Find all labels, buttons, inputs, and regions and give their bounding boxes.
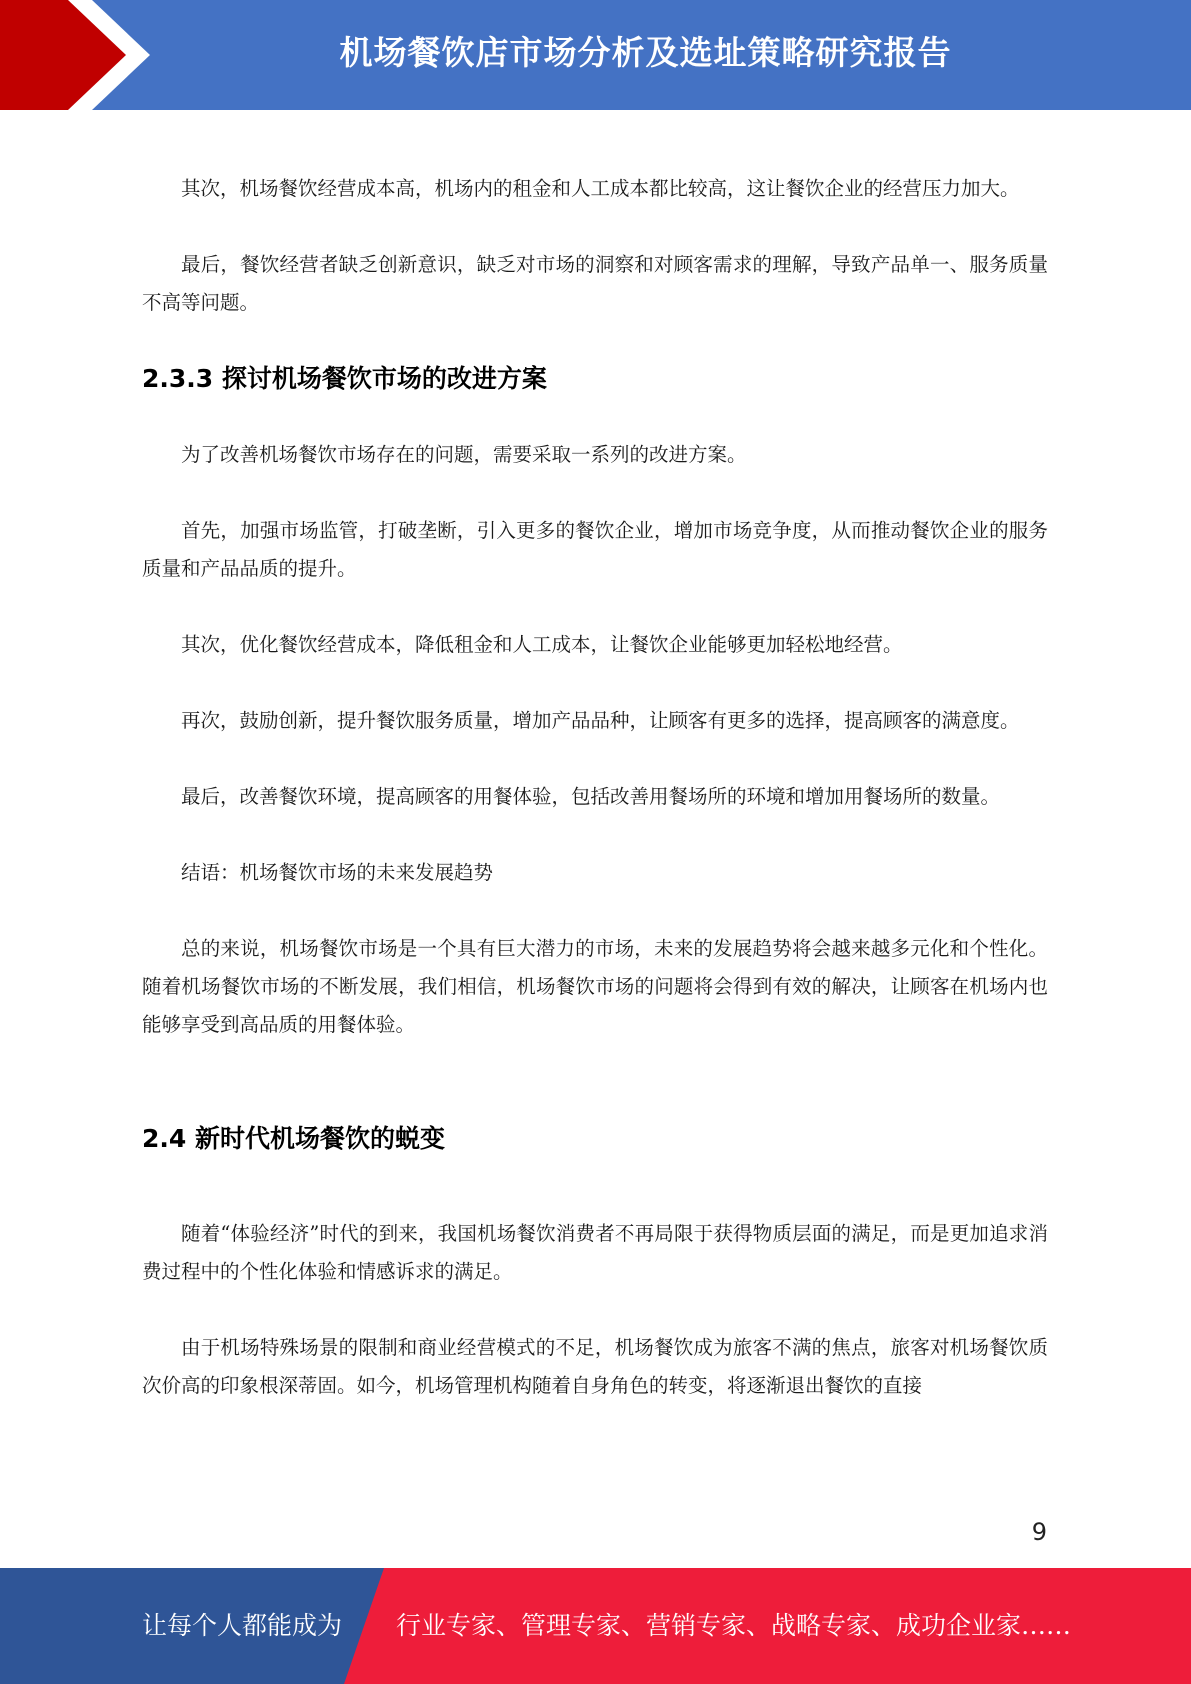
paragraph: 首先，加强市场监管，打破垄断，引入更多的餐饮企业，增加市场竞争度，从而推动餐饮企业的服务质量和产品品质的提升。: [142, 519, 1048, 580]
paragraph: 再次，鼓励创新，提升餐饮服务质量，增加产品品种，让顾客有更多的选择，提高顾客的满意度。: [181, 709, 1020, 732]
section-heading-2-4: 2.4 新时代机场餐饮的蜕变: [142, 1124, 445, 1153]
paragraph: 随着“体验经济”时代的到来，我国机场餐饮消费者不再局限于获得物质层面的满足，而是更加追求消费过程中的个性化体验和情感诉求的满足。: [142, 1222, 1048, 1283]
header-title: 机场餐饮店市场分析及选址策略研究报告: [339, 33, 952, 72]
chevron-arrow-icon: [0, 0, 160, 110]
footer-slogan-right: 行业专家、管理专家、营销专家、战略专家、成功企业家……: [396, 1611, 1072, 1640]
paragraph: 为了改善机场餐饮市场存在的问题，需要采取一系列的改进方案。: [181, 443, 747, 466]
footer-slogan-left: 让每个人都能成为: [142, 1611, 343, 1640]
paragraph: 最后，改善餐饮环境，提高顾客的用餐体验，包括改善用餐场所的环境和增加用餐场所的数量。: [181, 785, 1001, 808]
paragraph: 由于机场特殊场景的限制和商业经营模式的不足，机场餐饮成为旅客不满的焦点，旅客对机场餐饮质次价高的印象根深蒂固。如今，机场管理机构随着自身角色的转变，将逐渐退出餐饮的直接: [142, 1336, 1048, 1397]
page-number: 9: [1031, 1518, 1047, 1546]
paragraph: 其次，优化餐饮经营成本，降低租金和人工成本，让餐饮企业能够更加轻松地经营。: [181, 633, 903, 656]
document-body: [142, 170, 1048, 1405]
section-heading-2-3-3: 2.3.3 探讨机场餐饮市场的改进方案: [142, 364, 547, 393]
paragraph: 结语：机场餐饮市场的未来发展趋势: [181, 861, 494, 884]
header-banner: [0, 0, 1191, 110]
paragraph: 最后，餐饮经营者缺乏创新意识，缺乏对市场的洞察和对顾客需求的理解，导致产品单一、服务质量不高等问题。: [142, 253, 1048, 314]
footer-banner: [0, 1568, 1191, 1684]
paragraph: 总的来说，机场餐饮市场是一个具有巨大潜力的市场，未来的发展趋势将会越来越多元化和个性化。随着机场餐饮市场的不断发展，我们相信，机场餐饮市场的问题将会得到有效的解决，让顾客在机场内也能够享受到高品质的用餐体验。: [142, 937, 1048, 1036]
paragraph: 其次，机场餐饮经营成本高，机场内的租金和人工成本都比较高，这让餐饮企业的经营压力加大。: [181, 177, 1020, 200]
